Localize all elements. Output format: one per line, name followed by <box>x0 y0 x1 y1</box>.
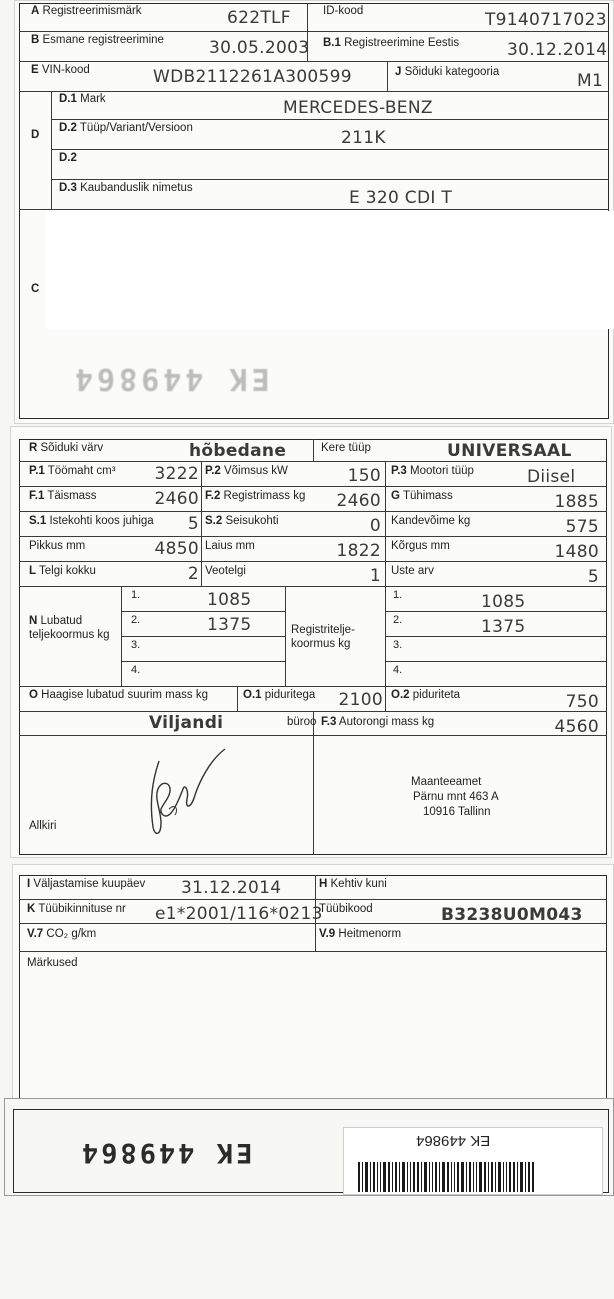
type-code-label: Tüübikood <box>319 903 373 915</box>
length-label: Pikkus mm <box>29 540 86 552</box>
make-label: D.1 Mark <box>59 93 106 105</box>
empty-mass-label: G Tühimass <box>391 490 453 502</box>
authority-name: Maanteeamet <box>411 776 482 788</box>
d-section-letter: D <box>31 129 40 141</box>
axles-label: L Telgi kokku <box>29 565 96 577</box>
co2-label: V.7 CO₂ g/km <box>27 928 97 940</box>
ghost-serial-print: EK 449864 <box>71 361 270 396</box>
first-reg-label: B Esmane registreerimine <box>31 34 164 46</box>
reg-axle-load-row-1-value: 1085 <box>481 592 526 612</box>
standing-label: S.2 Seisukohti <box>205 515 279 527</box>
id-code-value: T9140717023 <box>485 10 607 30</box>
engine-type-label: P.3 Mootori tüüp <box>391 465 474 477</box>
office-value: Viljandi <box>149 713 224 733</box>
displacement-label: P.1 Töömaht cm³ <box>29 465 116 477</box>
power-label: P.2 Võimsus kW <box>205 465 288 477</box>
d2-extra-label: D.2 <box>59 152 77 164</box>
full-mass-label: F.1 Täismass <box>29 490 97 502</box>
length-value: 4850 <box>154 539 199 559</box>
axle-load-row-2-value: 1375 <box>207 615 252 635</box>
emission-standard-label: V.9 Heitmenorm <box>319 928 402 940</box>
seats-label: S.1 Istekohti koos juhiga <box>29 515 154 527</box>
serial-number-large: EK 449864 <box>79 1137 253 1168</box>
height-value: 1480 <box>554 542 599 562</box>
section-3-sheet <box>12 864 614 1106</box>
vin-value: WDB2112261A300599 <box>153 67 352 87</box>
reg-mass-label: F.2 Registrimass kg <box>205 490 306 502</box>
serial-number-small: EK 449864 <box>416 1132 491 1149</box>
power-value: 150 <box>347 466 381 486</box>
category-value: M1 <box>577 71 604 91</box>
standing-value: 0 <box>369 516 381 536</box>
barcode <box>358 1162 536 1192</box>
barcode-label-box <box>343 1127 603 1195</box>
capacity-label: Kandevõime kg <box>391 515 471 527</box>
braked-value: 2100 <box>338 690 383 710</box>
full-mass-value: 2460 <box>154 489 199 509</box>
doors-value: 5 <box>587 567 599 587</box>
train-mass-label: F.3 Autorongi mass kg <box>321 716 435 728</box>
reg-axle-load-row-3-n: 3. <box>393 639 403 651</box>
width-value: 1822 <box>336 541 381 561</box>
empty-mass-value: 1885 <box>554 492 599 512</box>
footer-strip <box>4 1098 614 1196</box>
reg-axle-load-label: Registritelje-koormus kg <box>291 624 355 650</box>
est-reg-label: B.1 Registreerimine Eestis <box>323 37 460 49</box>
drive-axles-value: 1 <box>369 566 381 586</box>
body-type-label: Kere tüüp <box>321 442 371 454</box>
reg-mark-label: A Registreerimismärk <box>31 5 142 17</box>
axle-load-row-2-n: 2. <box>131 614 141 626</box>
c-section-letter: C <box>31 283 40 295</box>
trade-name-label: D.3 Kaubanduslik nimetus <box>59 182 193 194</box>
color-label: R Sõiduki värv <box>29 442 104 454</box>
displacement-value: 3222 <box>154 464 199 484</box>
seats-value: 5 <box>187 514 199 534</box>
body-type-value: UNIVERSAAL <box>447 441 572 461</box>
reg-axle-load-row-1-n: 1. <box>393 589 403 601</box>
reg-mark-value: 622TLF <box>227 8 291 28</box>
make-value: MERCEDES-BENZ <box>283 98 433 118</box>
axle-load-row-4-n: 4. <box>131 664 141 676</box>
vin-label: E VIN-kood <box>31 64 90 76</box>
width-label: Laius mm <box>205 540 255 552</box>
train-mass-value: 4560 <box>554 717 599 737</box>
first-reg-value: 30.05.2003 <box>209 38 310 58</box>
type-code-value: B3238U0M043 <box>441 905 583 925</box>
type-label: D.2 Tüüp/Variant/Versioon <box>59 122 193 134</box>
color-value: hõbedane <box>189 441 287 461</box>
trade-name-value: E 320 CDI T <box>349 188 453 208</box>
valid-until-label: H Kehtiv kuni <box>319 878 387 890</box>
axle-load-label: N Lubatud teljekoormus kg <box>29 615 110 641</box>
axle-load-row-1-n: 1. <box>131 589 141 601</box>
id-code-label: ID-kood <box>323 5 364 17</box>
remarks-label: Märkused <box>27 957 78 969</box>
axle-load-row-1-value: 1085 <box>207 590 252 610</box>
category-label: J Sõiduki kategooria <box>395 66 500 78</box>
authority-street: Pärnu mnt 463 A <box>413 791 499 803</box>
engine-type-value: Diisel <box>527 467 576 487</box>
signature-label: Allkiri <box>29 820 57 832</box>
reg-axle-load-row-4-n: 4. <box>393 664 403 676</box>
height-label: Kõrgus mm <box>391 540 450 552</box>
axle-load-row-3-n: 3. <box>131 639 141 651</box>
drive-axles-label: Veotelgi <box>205 565 246 577</box>
unbraked-value: 750 <box>565 692 599 712</box>
trailer-mass-label: O Haagise lubatud suurim mass kg <box>29 689 208 701</box>
issue-date-label: I Väljastamise kuupäev <box>27 878 146 890</box>
authority-city: 10916 Tallinn <box>423 806 491 818</box>
reg-axle-load-row-2-n: 2. <box>393 614 403 626</box>
handwritten-signature <box>139 739 229 849</box>
est-reg-value: 30.12.2014 <box>507 40 608 60</box>
type-value: 211K <box>341 128 386 148</box>
redacted-owner-area <box>45 211 614 329</box>
reg-mass-value: 2460 <box>336 491 381 511</box>
capacity-value: 575 <box>565 517 599 537</box>
axles-value: 2 <box>187 564 199 584</box>
type-approval-label: K Tüübikinnituse nr <box>27 903 126 915</box>
unbraked-label: O.2 piduriteta <box>391 689 461 701</box>
issue-date-value: 31.12.2014 <box>181 878 282 898</box>
office-label: büroo <box>287 716 317 728</box>
type-approval-value: e1*2001/116*0213 <box>155 904 323 924</box>
braked-label: O.1 piduritega <box>243 689 316 701</box>
reg-axle-load-row-2-value: 1375 <box>481 617 526 637</box>
doors-label: Uste arv <box>391 565 434 577</box>
section-2-sheet <box>10 426 612 858</box>
